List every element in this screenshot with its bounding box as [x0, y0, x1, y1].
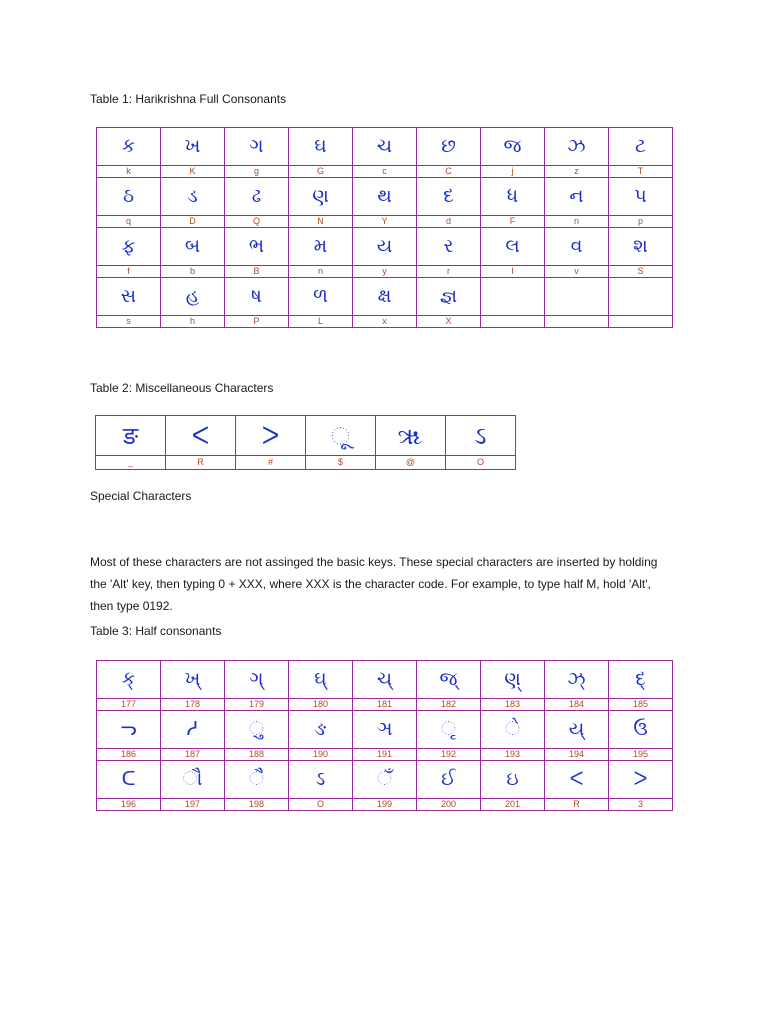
key-cell: O: [446, 456, 516, 470]
key-cell: _: [96, 456, 166, 470]
key-cell: 184: [545, 699, 609, 711]
key-cell: k: [97, 166, 161, 178]
glyph-cell: ૃ: [417, 711, 481, 749]
glyph-cell: ખ: [161, 128, 225, 166]
key-cell: z: [545, 166, 609, 178]
glyph-cell: ક્ષ: [353, 278, 417, 316]
glyph-row: [97, 228, 673, 266]
key-cell: 198: [225, 799, 289, 811]
key-cell: [609, 316, 673, 328]
key-cell: 186: [97, 749, 161, 761]
key-cell: S: [609, 266, 673, 278]
key-cell: C: [417, 166, 481, 178]
key-cell: 197: [161, 799, 225, 811]
glyph-cell: ર: [417, 228, 481, 266]
key-cell: h: [161, 316, 225, 328]
key-row: [97, 316, 673, 328]
key-cell: 182: [417, 699, 481, 711]
key-cell: 193: [481, 749, 545, 761]
key-cell: 183: [481, 699, 545, 711]
glyph-row: [97, 711, 673, 749]
glyph-cell: ખ્: [161, 661, 225, 699]
glyph-cell: ૠ: [376, 416, 446, 456]
glyph-cell: [609, 278, 673, 316]
full-consonants-table: [96, 127, 673, 328]
glyph-cell: ણ: [289, 178, 353, 216]
glyph-cell: ે: [481, 711, 545, 749]
key-cell: 192: [417, 749, 481, 761]
glyph-cell: [545, 278, 609, 316]
glyph-cell: ણ્: [481, 661, 545, 699]
key-cell: 177: [97, 699, 161, 711]
key-row: [97, 749, 673, 761]
key-cell: s: [97, 316, 161, 328]
glyph-cell: ઘ્: [289, 661, 353, 699]
key-row: [97, 799, 673, 811]
key-cell: 188: [225, 749, 289, 761]
glyph-cell: ઇ: [481, 761, 545, 799]
glyph-cell: ઝ્: [545, 661, 609, 699]
glyph-cell: ળ: [289, 278, 353, 316]
glyph-row: [97, 278, 673, 316]
key-cell: 181: [353, 699, 417, 711]
glyph-cell: ઝ: [545, 128, 609, 166]
key-cell: B: [225, 266, 289, 278]
key-cell: 3: [609, 799, 673, 811]
key-cell: 201: [481, 799, 545, 811]
glyph-cell: ભ: [225, 228, 289, 266]
key-cell: j: [481, 166, 545, 178]
key-cell: d: [417, 216, 481, 228]
key-cell: @: [376, 456, 446, 470]
special-characters-heading: Special Characters: [90, 489, 192, 503]
glyph-cell: ઢ: [225, 178, 289, 216]
key-row: [96, 456, 516, 470]
key-cell: K: [161, 166, 225, 178]
glyph-row: [97, 178, 673, 216]
glyph-cell: ફ: [97, 228, 161, 266]
key-cell: 185: [609, 699, 673, 711]
glyph-cell: ગ: [225, 128, 289, 166]
glyph-cell: ચ્: [353, 661, 417, 699]
key-cell: v: [545, 266, 609, 278]
key-cell: R: [166, 456, 236, 470]
glyph-cell: ઽ: [446, 416, 516, 456]
key-cell: R: [545, 799, 609, 811]
glyph-cell: દ: [417, 178, 481, 216]
key-cell: 194: [545, 749, 609, 761]
key-cell: 199: [353, 799, 417, 811]
glyph-cell: જ: [481, 128, 545, 166]
glyph-cell: ᐸ: [166, 416, 236, 456]
key-cell: 180: [289, 699, 353, 711]
glyph-cell: બ: [161, 228, 225, 266]
glyph-cell: ङ: [96, 416, 166, 456]
key-cell: r: [417, 266, 481, 278]
table1-caption: Table 1: Harikrishna Full Consonants: [90, 92, 287, 106]
glyph-cell: ૌ: [161, 761, 225, 799]
glyph-cell: ટ: [609, 128, 673, 166]
key-cell: N: [289, 216, 353, 228]
glyph-cell: વ: [545, 228, 609, 266]
key-cell: F: [481, 216, 545, 228]
glyph-row: [96, 416, 516, 456]
miscellaneous-characters-table: [95, 415, 516, 470]
glyph-cell: દ્: [609, 661, 673, 699]
glyph-cell: ઈ: [417, 761, 481, 799]
key-cell: Q: [225, 216, 289, 228]
key-cell: 200: [417, 799, 481, 811]
glyph-cell: ન: [545, 178, 609, 216]
key-cell: O: [289, 799, 353, 811]
glyph-cell: ᐳ: [236, 416, 306, 456]
glyph-cell: ષ: [225, 278, 289, 316]
glyph-cell: ᓱ: [161, 711, 225, 749]
key-cell: P: [225, 316, 289, 328]
key-cell: G: [289, 166, 353, 178]
half-consonants-table: [96, 660, 673, 811]
glyph-cell: જ્ઞ: [417, 278, 481, 316]
glyph-cell: જ્: [417, 661, 481, 699]
key-cell: Y: [353, 216, 417, 228]
key-cell: 179: [225, 699, 289, 711]
glyph-cell: ગ્: [225, 661, 289, 699]
glyph-cell: ઠ: [97, 178, 161, 216]
glyph-row: [97, 661, 673, 699]
key-cell: X: [417, 316, 481, 328]
key-cell: [481, 316, 545, 328]
key-cell: y: [353, 266, 417, 278]
key-cell: D: [161, 216, 225, 228]
key-row: [97, 216, 673, 228]
key-cell: 190: [289, 749, 353, 761]
glyph-cell: ઁ: [353, 761, 417, 799]
key-cell: q: [97, 216, 161, 228]
key-cell: n: [289, 266, 353, 278]
key-cell: f: [97, 266, 161, 278]
glyph-cell: થ: [353, 178, 417, 216]
glyph-cell: ઘ: [289, 128, 353, 166]
table2-caption: Table 2: Miscellaneous Characters: [90, 381, 274, 395]
glyph-cell: છ: [417, 128, 481, 166]
key-cell: 187: [161, 749, 225, 761]
special-characters-paragraph: Most of these characters are not assinged the basic keys. These special characters are inserted by holding the 'Alt' key, then typing 0 + XXX, where XXX is the character code. For example, to type half M, hold 'Alt', then type 0192.: [90, 555, 658, 613]
key-cell: n: [545, 216, 609, 228]
glyph-cell: શ: [609, 228, 673, 266]
key-cell: c: [353, 166, 417, 178]
table3-caption: Table 3: Half consonants: [90, 624, 222, 638]
glyph-cell: ᐳ: [609, 761, 673, 799]
key-cell: T: [609, 166, 673, 178]
key-cell: l: [481, 266, 545, 278]
glyph-cell: લ: [481, 228, 545, 266]
glyph-cell: ઉ: [609, 711, 673, 749]
glyph-row: [97, 761, 673, 799]
key-cell: 196: [97, 799, 161, 811]
glyph-cell: પ: [609, 178, 673, 216]
glyph-cell: ધ: [481, 178, 545, 216]
glyph-cell: ચ: [353, 128, 417, 166]
glyph-cell: ઽ: [289, 761, 353, 799]
key-cell: p: [609, 216, 673, 228]
key-cell: [545, 316, 609, 328]
glyph-cell: ડ: [161, 178, 225, 216]
key-cell: b: [161, 266, 225, 278]
glyph-cell: [481, 278, 545, 316]
glyph-row: [97, 128, 673, 166]
key-cell: 191: [353, 749, 417, 761]
glyph-cell: ઙ: [289, 711, 353, 749]
glyph-cell: સ: [97, 278, 161, 316]
glyph-cell: ક: [97, 128, 161, 166]
key-cell: g: [225, 166, 289, 178]
glyph-cell: ᑕ: [97, 761, 161, 799]
glyph-cell: ુ: [225, 711, 289, 749]
glyph-cell: ૂ: [306, 416, 376, 456]
glyph-cell: ક્: [97, 661, 161, 699]
glyph-cell: ૈ: [225, 761, 289, 799]
glyph-cell: ઞ: [353, 711, 417, 749]
key-cell: 195: [609, 749, 673, 761]
key-cell: $: [306, 456, 376, 470]
key-row: [97, 166, 673, 178]
key-cell: #: [236, 456, 306, 470]
glyph-cell: ᐸ: [545, 761, 609, 799]
key-row: [97, 699, 673, 711]
glyph-cell: ય: [353, 228, 417, 266]
glyph-cell: ય્: [545, 711, 609, 749]
glyph-cell: ᓓ: [97, 711, 161, 749]
key-cell: L: [289, 316, 353, 328]
key-row: [97, 266, 673, 278]
glyph-cell: મ: [289, 228, 353, 266]
glyph-cell: હ: [161, 278, 225, 316]
key-cell: 178: [161, 699, 225, 711]
key-cell: x: [353, 316, 417, 328]
